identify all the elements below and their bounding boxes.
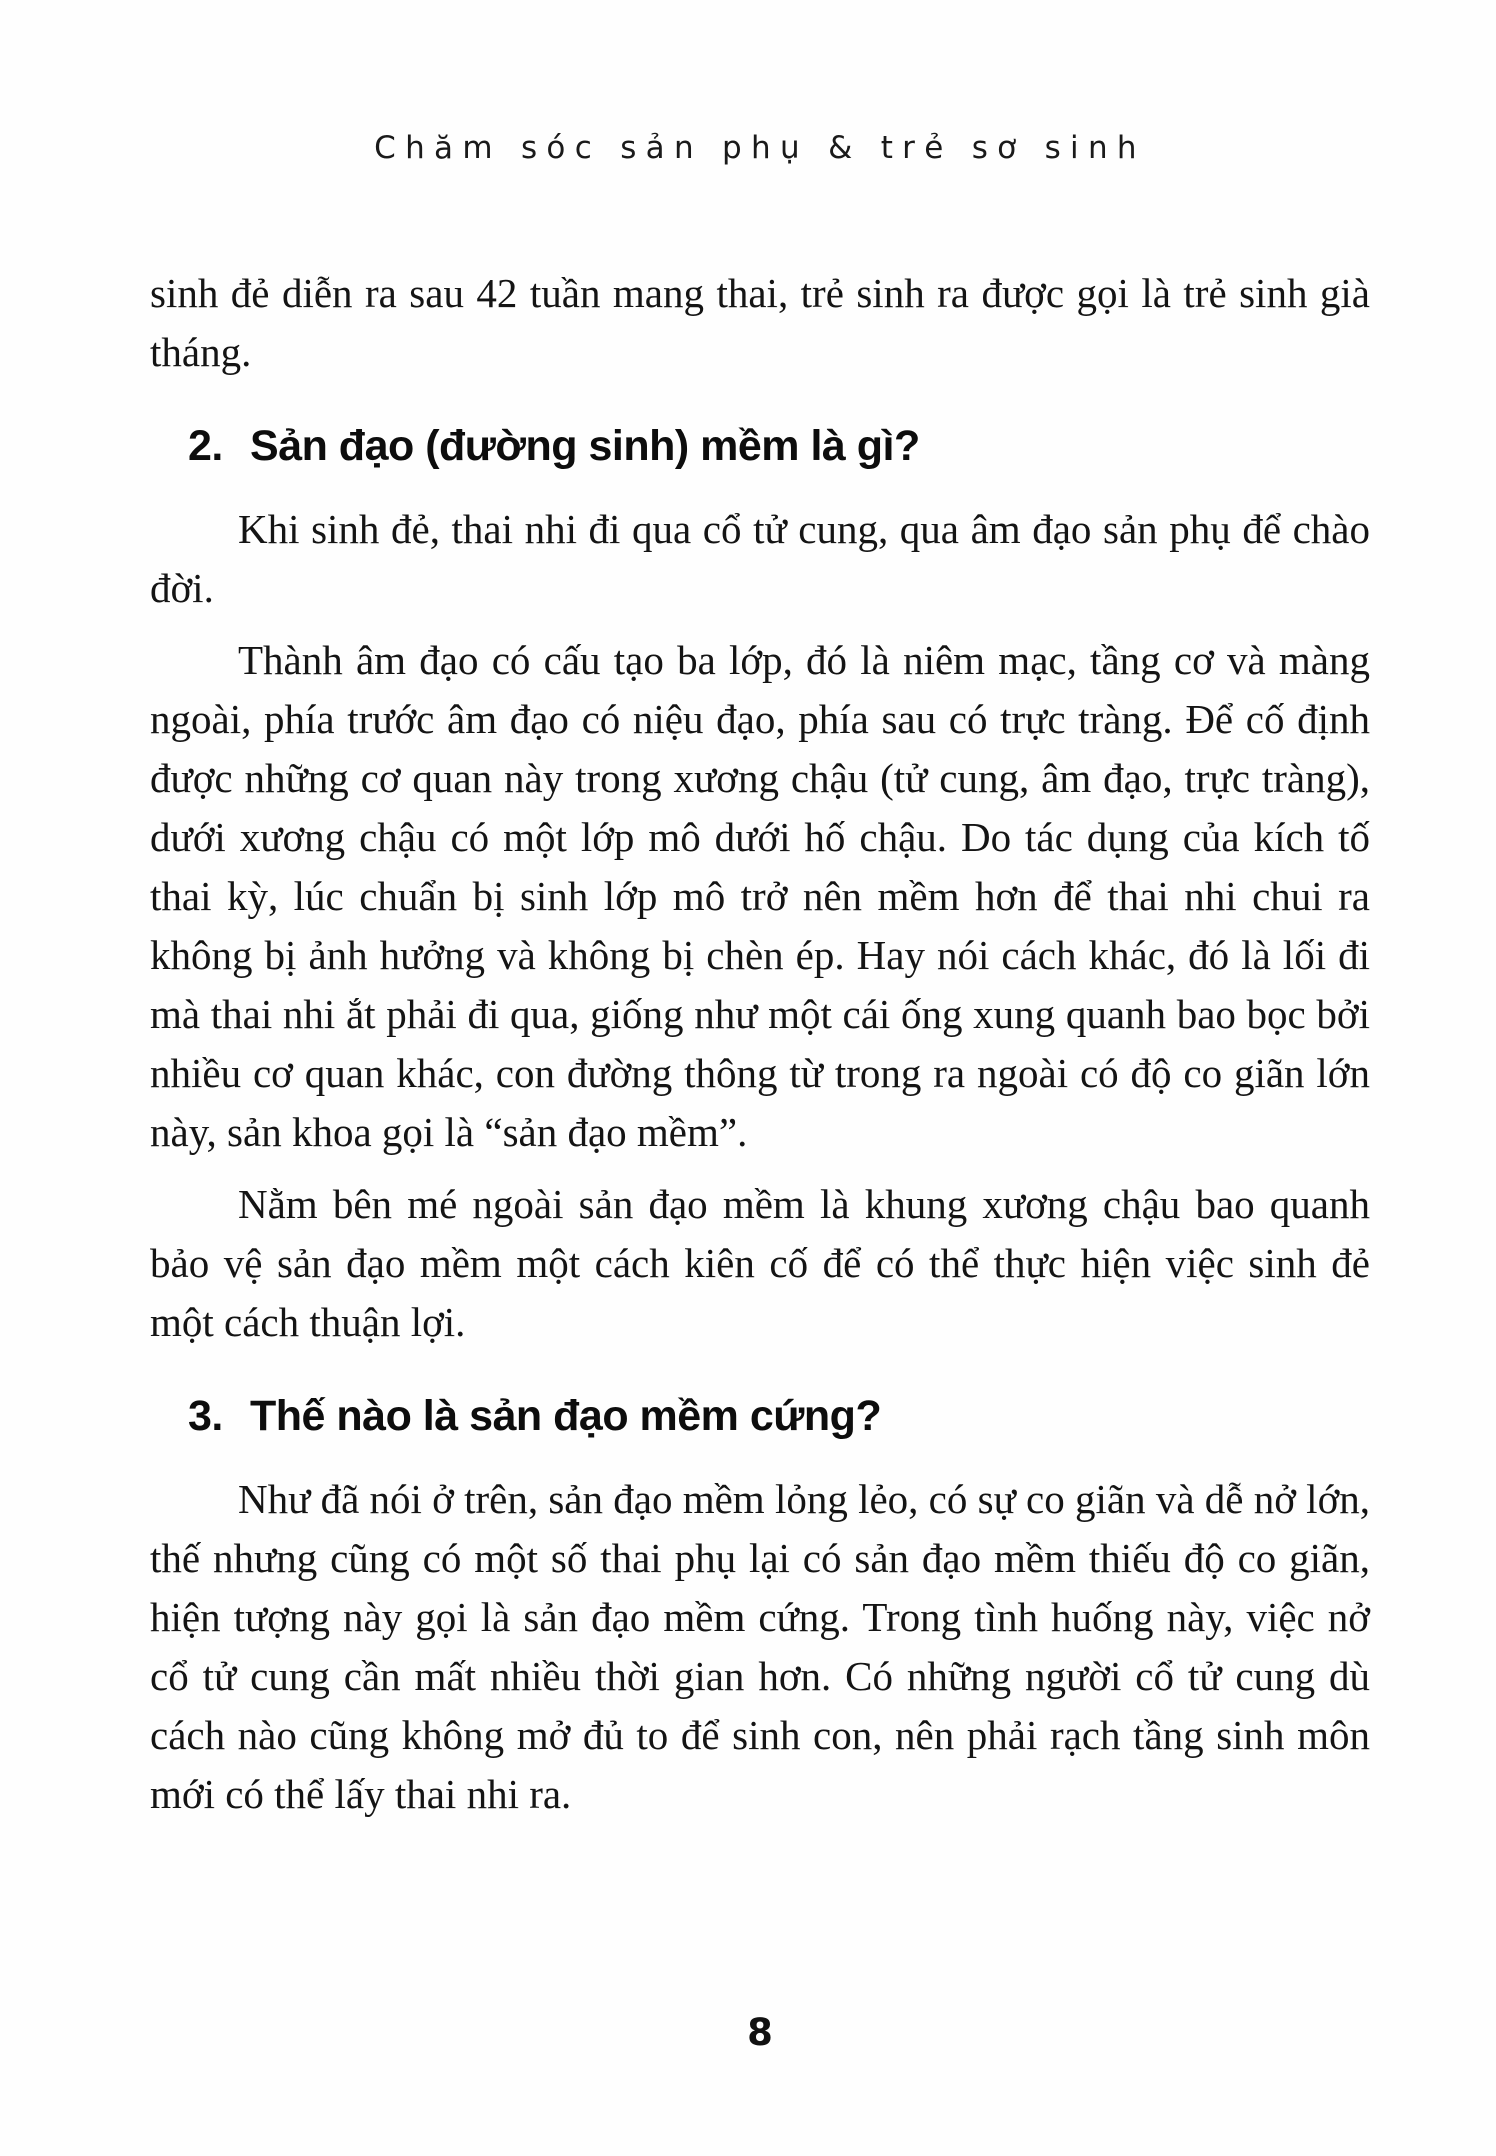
- intro-paragraph: sinh đẻ diễn ra sau 42 tuần mang thai, trẻ sinh ra được gọi là trẻ sinh già tháng.: [150, 270, 1370, 375]
- page-number: 8: [747, 2011, 773, 2054]
- section-title: Sản đạo (đường sinh) mềm là gì?: [250, 422, 920, 470]
- section-heading-3: [150, 1390, 1370, 1442]
- section-number: 2.: [188, 422, 223, 470]
- section-number: 3.: [188, 1392, 223, 1440]
- paragraph: Như đã nói ở trên, sản đạo mềm lỏng lẻo, có sự co giãn và dễ nở lớn, thế nhưng cũng có một số thai phụ lại có sản đạo mềm thiếu độ co giãn, hiện tượng này gọi là sản đạo mềm cứng. Trong tình huống này, việc nở cổ tử cung cần mất nhiều thời gian hơn. Có những người cổ tử cung dù cách nào cũng không mở đủ to để sinh con, nên phải rạch tầng sinh môn mới có thể lấy thai nhi ra.: [150, 1476, 1370, 1817]
- page-content: [150, 264, 1370, 1824]
- paragraph: Thành âm đạo có cấu tạo ba lớp, đó là niêm mạc, tầng cơ và màng ngoài, phía trước âm đạo có niệu đạo, phía sau có trực tràng. Để cố định được những cơ quan này trong xương chậu (tử cung, âm đạo, trực tràng), dưới xương chậu có một lớp mô dưới hố chậu. Do tác dụng của kích tố thai kỳ, lúc chuẩn bị sinh lớp mô trở nên mềm hơn để thai nhi chui ra không bị ảnh hưởng và không bị chèn ép. Hay nói cách khác, đó là lối đi mà thai nhi ắt phải đi qua, giống như một cái ống xung quanh bao bọc bởi nhiều cơ quan khác, con đường thông từ trong ra ngoài có độ co giãn lớn này, sản khoa gọi là “sản đạo mềm”.: [150, 637, 1370, 1155]
- section-heading-2: [150, 420, 1370, 472]
- paragraph: Khi sinh đẻ, thai nhi đi qua cổ tử cung, qua âm đạo sản phụ để chào đời.: [150, 506, 1370, 611]
- running-header: Chăm sóc sản phụ & trẻ sơ sinh: [374, 130, 1146, 166]
- paragraph: Nằm bên mé ngoài sản đạo mềm là khung xương chậu bao quanh bảo vệ sản đạo mềm một cách kiên cố để có thể thực hiện việc sinh đẻ một cách thuận lợi.: [150, 1181, 1370, 1345]
- section-title: Thế nào là sản đạo mềm cứng?: [250, 1392, 882, 1440]
